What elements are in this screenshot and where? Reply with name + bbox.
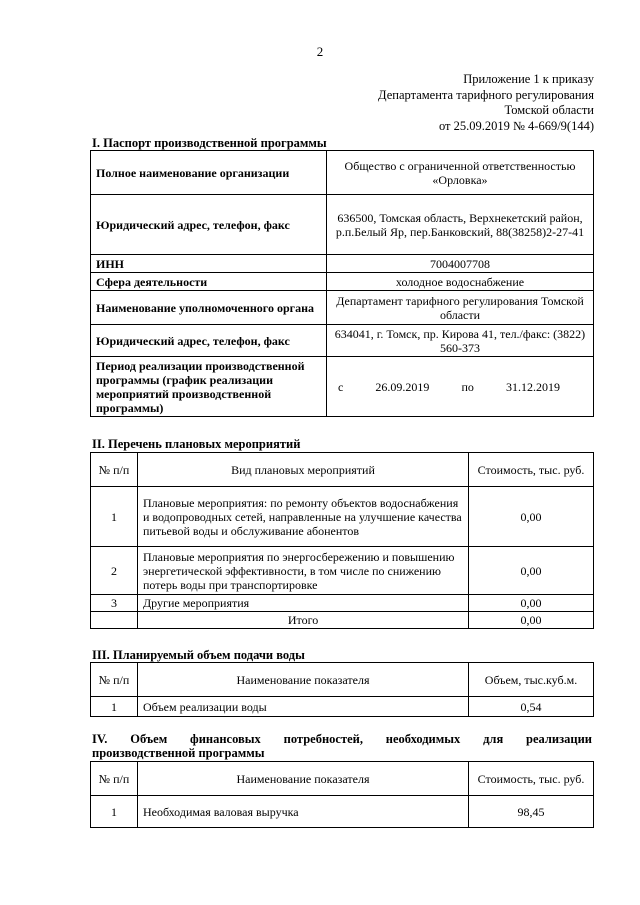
period-from: 26.09.2019 [375,379,430,394]
table-header-row [91,762,594,796]
header-cost: Стоимость, тыс. руб. [469,762,594,796]
title-word: финансовых [190,732,261,746]
table-row [91,487,594,547]
header-num: № п/п [91,453,138,487]
inn-label: ИНН [91,255,327,273]
period-value [327,357,594,417]
title-word: необходимых [385,732,461,746]
period-to: 31.12.2019 [505,379,560,394]
authority-address-label: Юридический адрес, телефон, факс [91,325,327,357]
period-label: Период реализации производственной программы (график реализации мероприятий производственной программы) [91,357,327,417]
title-word: реализации [526,732,592,746]
row-num: 2 [91,547,138,595]
revenue-table [90,761,594,828]
authority-address-value: 634041, г. Томск, пр. Кирова 41, тел./факс: (3822) 560-373 [327,325,594,357]
page-number: 2 [316,44,324,59]
table-row [91,195,594,255]
header-name: Вид плановых мероприятий [138,453,469,487]
section-1-title: I. Паспорт производственной программы [92,136,327,150]
table-row [91,796,594,828]
section-2-title: II. Перечень плановых мероприятий [92,437,301,451]
row-num: 1 [91,796,138,828]
authority-label: Наименование уполномоченного органа [91,291,327,325]
passport-table [90,150,594,417]
row-name: Необходимая валовая выручка [138,796,469,828]
org-label: Полное наименование организации [91,151,327,195]
title-word: IV. [92,732,108,746]
section-4-title-line-2: производственной программы [92,746,265,760]
table-row [91,595,594,612]
appendix-line-4: от 25.09.2019 № 4-669/9(144) [438,118,594,133]
section-4-title [92,732,592,760]
title-word: потребностей, [283,732,363,746]
row-name: Плановые мероприятия: по ремонту объектов водоснабжения и водопроводных сетей, направленные на улучшение качества питьевой воды и обслуживание абонентов [138,487,469,547]
table-row [91,547,594,595]
row-name: Другие мероприятия [138,595,469,612]
measures-table [90,452,594,629]
row-name: Плановые мероприятия по энергосбережению и повышению энергетической эффективности, в том числе по снижению потерь воды при транспортировке [138,547,469,595]
total-row [91,612,594,629]
appendix-line-2: Департамента тарифного регулирования [378,87,594,102]
table-row [91,697,594,717]
row-value: 0,54 [469,697,594,717]
appendix-line-3: Томской области [504,103,594,117]
header-name: Наименование показателя [138,762,469,796]
inn-value: 7004007708 [327,255,594,273]
table-row [91,255,594,273]
period-to-word: по [461,379,474,394]
row-cost: 0,00 [469,547,594,595]
table-header-row [91,453,594,487]
table-header-row [91,663,594,697]
row-name: Объем реализации воды [138,697,469,717]
title-word: Объем [130,732,168,746]
total-value: 0,00 [469,612,594,629]
water-volume-table [90,662,594,717]
activity-value: холодное водоснабжение [327,273,594,291]
row-num: 3 [91,595,138,612]
authority-value: Департамент тарифного регулирования Томской области [327,291,594,325]
header-cost: Стоимость, тыс. руб. [469,453,594,487]
period-from-word: с [338,379,344,394]
row-num: 1 [91,487,138,547]
header-num: № п/п [91,663,138,697]
row-cost: 0,00 [469,595,594,612]
appendix-header [378,72,594,134]
appendix-line-1: Приложение 1 к приказу [463,72,594,86]
activity-label: Сфера деятельности [91,273,327,291]
row-num: 1 [91,697,138,717]
section-3-title: III. Планируемый объем подачи воды [92,648,305,662]
header-volume: Объем, тыс.куб.м. [469,663,594,697]
address-value: 636500, Томская область, Верхнекетский район, р.п.Белый Яр, пер.Банковский, 88(38258)2-27-41 [327,195,594,255]
total-label: Итого [138,612,469,629]
row-value: 98,45 [469,796,594,828]
table-row [91,291,594,325]
address-label: Юридический адрес, телефон, факс [91,195,327,255]
header-num: № п/п [91,762,138,796]
table-row [91,151,594,195]
total-empty [91,612,138,629]
table-row [91,357,594,417]
org-value: Общество с ограниченной ответственностью «Орловка» [327,151,594,195]
table-row [91,325,594,357]
title-word: для [483,732,504,746]
table-row [91,273,594,291]
row-cost: 0,00 [469,487,594,547]
header-name: Наименование показателя [138,663,469,697]
